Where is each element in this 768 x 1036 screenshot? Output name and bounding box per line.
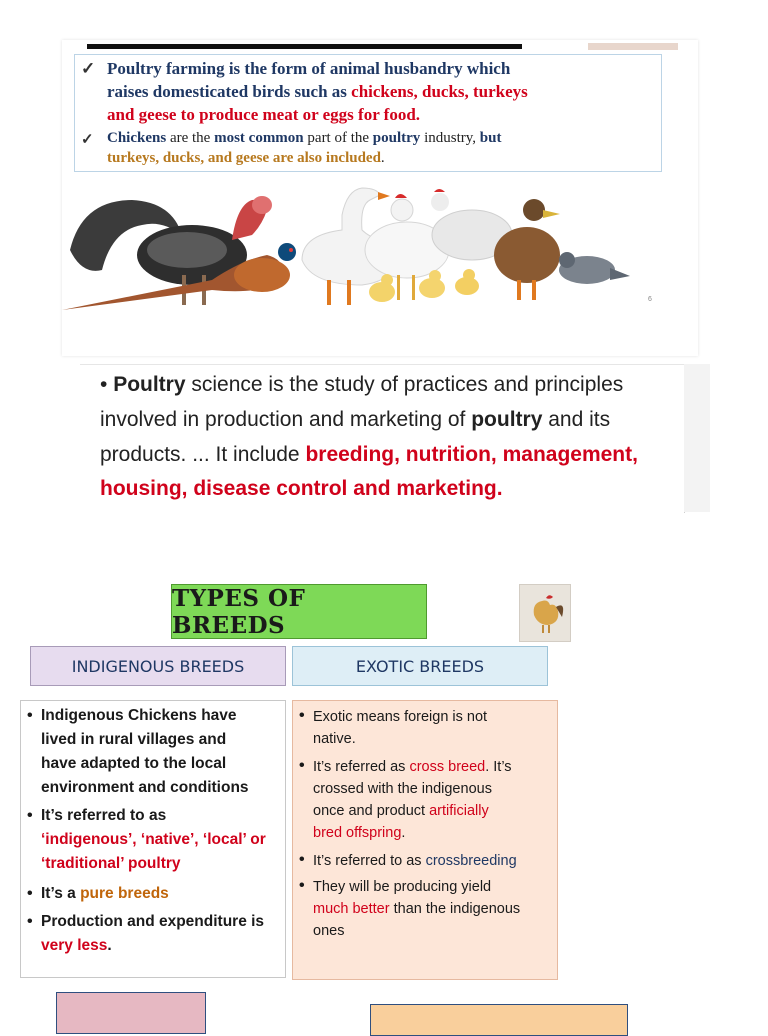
list-item-line	[41, 807, 166, 825]
text-run: .	[401, 825, 406, 841]
text-run: turkeys, ducks, and geese are also included	[107, 150, 381, 166]
text-run: ‘traditional’ poultry	[41, 855, 181, 872]
list-item-line	[313, 853, 517, 869]
bottom-box-left	[56, 992, 206, 1034]
list-item-line	[41, 731, 226, 749]
pigeon-figure	[559, 252, 630, 284]
text-run: and its	[542, 408, 611, 431]
bullet-1-line-3	[107, 105, 420, 125]
text-run: Poultry	[113, 373, 186, 396]
exotic-breeds-list	[292, 700, 558, 980]
text-run: have adapted to the local	[41, 755, 227, 772]
bullet-dot: •	[299, 757, 305, 774]
slide-top-rule	[87, 44, 522, 49]
text-run: ‘indigenous’, ‘native’, ‘local’ or	[41, 831, 266, 848]
list-item-line	[41, 831, 266, 849]
text-run: cross breed	[409, 759, 486, 775]
text-run: It’s referred to as	[313, 853, 426, 869]
text-run: •	[100, 373, 114, 396]
text-run: much better	[313, 901, 390, 917]
science-line-1	[100, 373, 623, 397]
text-run: . It’s	[485, 759, 512, 775]
bullet-dot: •	[299, 707, 305, 724]
list-item-line	[313, 901, 520, 917]
bullet-dot: •	[27, 707, 33, 724]
list-item-line	[313, 709, 487, 725]
science-line-3	[100, 443, 638, 467]
text-run: Poultry farming is the form of animal husbandry which	[107, 59, 511, 78]
list-item-line	[313, 825, 405, 841]
science-line-4	[100, 477, 503, 501]
bullet-dot: •	[27, 885, 33, 902]
science-line-2	[100, 408, 610, 432]
text-run: It’s referred to as	[41, 807, 167, 824]
list-item-line	[313, 803, 489, 819]
text-run: environment and conditions	[41, 779, 249, 796]
text-run: involved in production and marketing of	[100, 408, 472, 431]
poultry-farming-bullets	[74, 54, 662, 172]
bullet-dot: •	[27, 913, 33, 930]
list-item-line	[41, 937, 112, 955]
text-run: part of the	[303, 130, 373, 146]
text-run: lived in rural villages and	[41, 731, 227, 748]
text-run: crossbreeding	[425, 853, 517, 869]
list-item-line	[41, 855, 181, 873]
text-run: crossed with the indigenous	[313, 781, 492, 797]
bullet-1-line-1	[107, 59, 510, 79]
text-run: .	[380, 150, 385, 166]
text-run: chickens, ducks, turkeys	[351, 82, 528, 101]
bullet-dot: •	[299, 851, 305, 868]
bullet-dot: •	[27, 807, 33, 824]
text-run: Chickens	[107, 130, 167, 146]
text-run: most common	[214, 130, 304, 146]
poultry-farming-slide	[62, 40, 698, 356]
text-run: Production and expenditure is	[41, 913, 265, 930]
text-run: They will be producing yield	[313, 879, 492, 895]
list-item-line	[313, 923, 344, 939]
page-number: 6	[648, 296, 652, 303]
bullet-2-line-1	[107, 130, 501, 147]
text-run: are the	[166, 130, 215, 146]
check-icon: ✓	[81, 59, 96, 78]
list-item-line	[41, 707, 237, 725]
text-run: science is the study of practices and principles	[185, 373, 624, 396]
text-run: .	[107, 937, 112, 954]
rooster-icon-graphic	[520, 585, 570, 641]
list-item-line	[41, 913, 264, 931]
poultry-science-slide	[80, 364, 685, 513]
bottom-box-right	[370, 1004, 628, 1036]
bullet-1-line-2	[107, 82, 528, 102]
text-run: once and product	[313, 803, 430, 819]
bullet-dot: •	[299, 877, 305, 894]
text-run: industry,	[420, 130, 480, 146]
text-run: It’s referred as	[313, 759, 410, 775]
text-run: than the indigenous	[389, 901, 521, 917]
indigenous-breeds-list	[20, 700, 286, 978]
text-run: products. ... It include	[100, 443, 306, 466]
text-run: very less	[41, 937, 108, 954]
text-run: native.	[313, 731, 356, 747]
duck-figure	[494, 199, 560, 300]
text-run: and geese to produce meat or eggs for food.	[107, 105, 421, 124]
slide-edge	[684, 364, 710, 512]
rooster-icon	[519, 584, 571, 642]
text-run: It’s a	[41, 885, 81, 902]
list-item-line	[41, 885, 169, 903]
exotic-breeds-header: EXOTIC BREEDS	[292, 646, 548, 686]
text-run: but	[479, 130, 502, 146]
text-run: pure breeds	[80, 885, 169, 902]
text-run: bred offspring	[313, 825, 402, 841]
text-run: Indigenous Chickens have	[41, 707, 237, 724]
list-item-line	[41, 779, 249, 797]
check-icon: ✓	[81, 132, 94, 148]
text-run: housing, disease control and marketing.	[100, 477, 503, 500]
list-item-line	[313, 731, 356, 747]
text-run: breeding, nutrition, management,	[305, 443, 638, 466]
text-run: poultry	[471, 408, 543, 431]
text-run: Exotic means foreign is not	[313, 709, 488, 725]
text-run: poultry	[372, 130, 421, 146]
text-run: raises domesticated birds such as	[107, 82, 352, 101]
list-item-line	[313, 759, 512, 775]
list-item-line	[313, 781, 492, 797]
poultry-birds-illustration	[62, 180, 662, 320]
types-of-breeds-title: TYPES OF BREEDS	[171, 584, 427, 639]
list-item-line	[313, 879, 491, 895]
list-item-line	[41, 755, 226, 773]
indigenous-breeds-header: INDIGENOUS BREEDS	[30, 646, 286, 686]
bullet-2-line-2	[107, 150, 385, 167]
text-run: artificially	[429, 803, 489, 819]
text-run: ones	[313, 923, 345, 939]
slide-top-tab	[588, 43, 678, 50]
